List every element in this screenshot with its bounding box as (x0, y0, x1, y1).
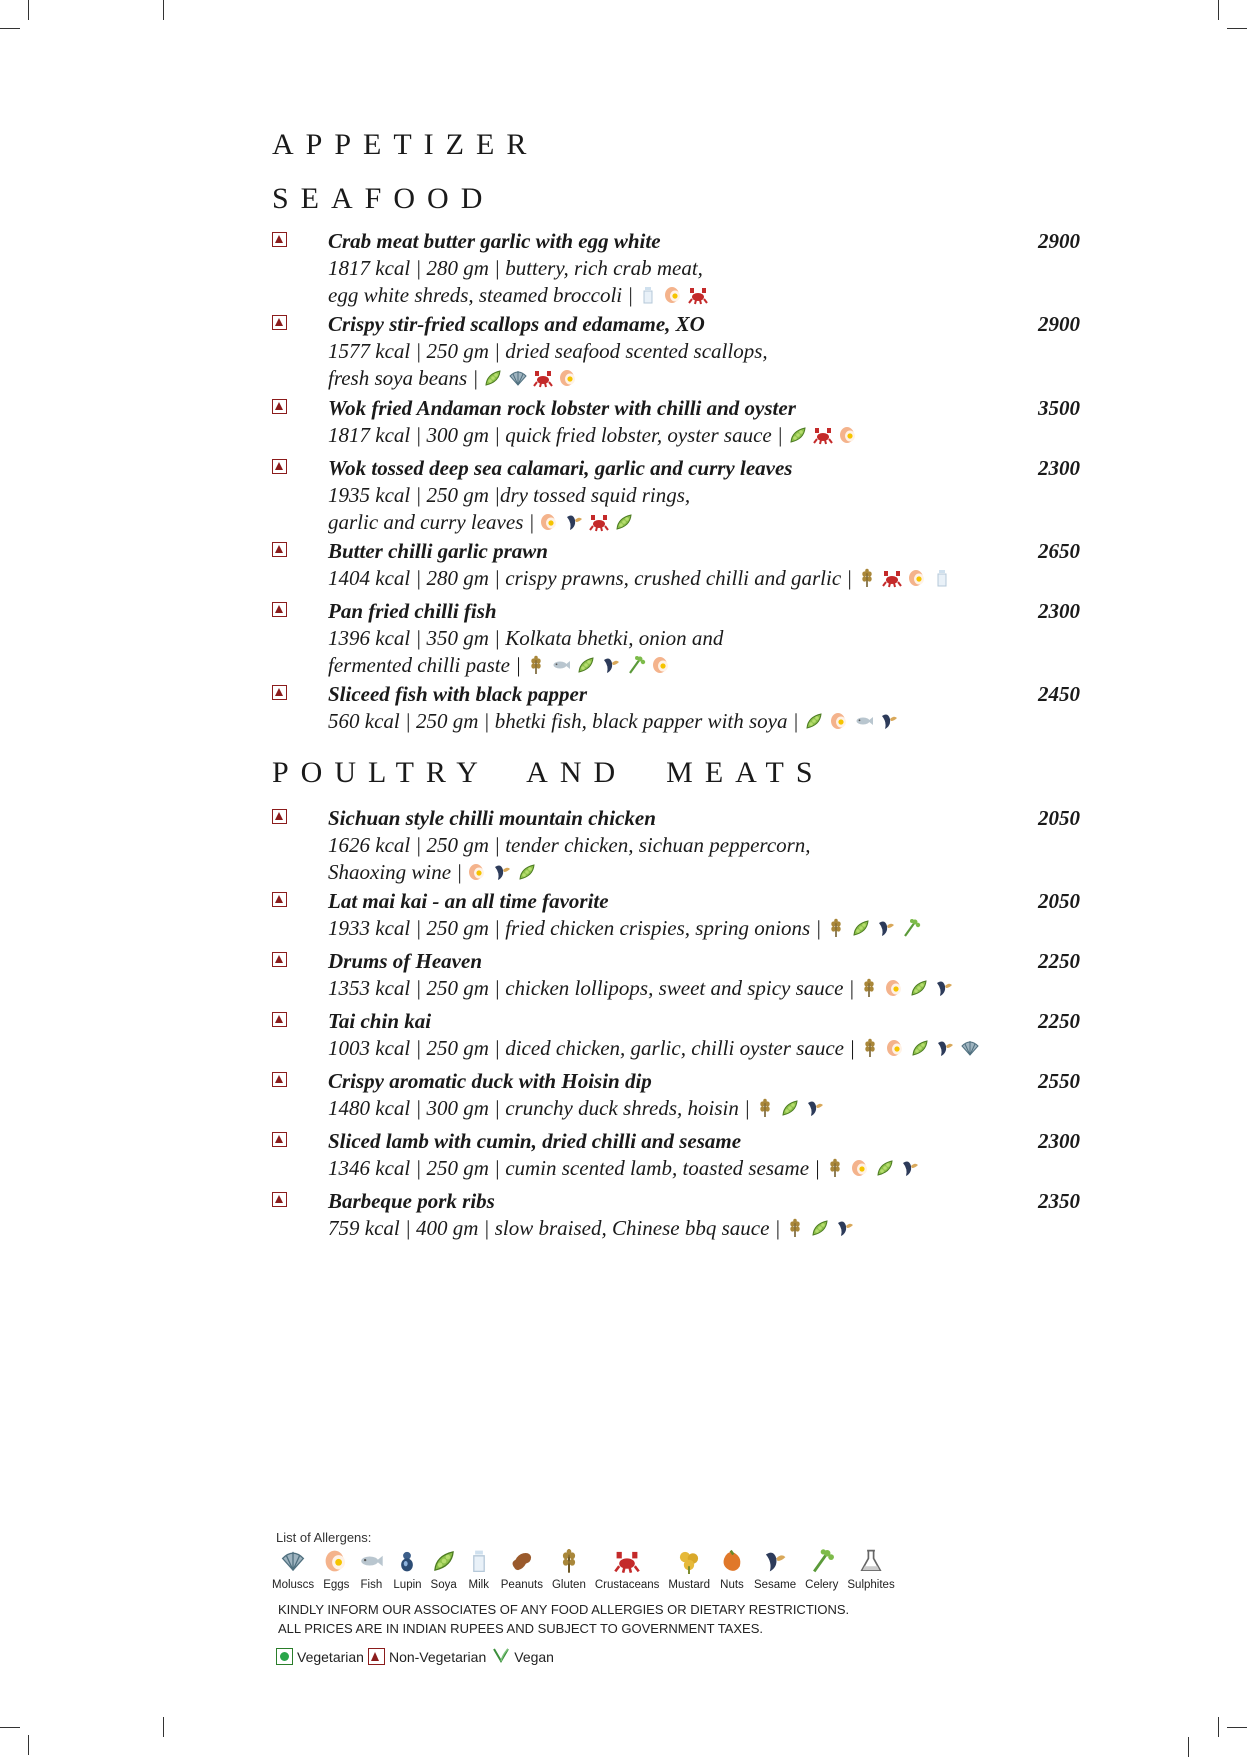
gluten-icon (755, 1098, 775, 1118)
item-description (328, 1215, 1048, 1242)
sesame-icon (762, 1548, 788, 1579)
soya-icon (804, 711, 824, 731)
description-text: 1404 kcal | 280 gm | crispy prawns, crushed chilli and garlic | (328, 566, 853, 590)
item-name: Crispy aromatic duck with Hoisin dip (328, 1069, 652, 1093)
fish-icon (854, 711, 874, 731)
item-description (328, 1035, 1048, 1062)
description-text: 1577 kcal | 250 gm | dried seafood scented scallops, (328, 339, 768, 363)
eggs-icon (838, 425, 858, 445)
allergen-label: Sesame (753, 1579, 797, 1591)
price-notice: ALL PRICES ARE IN INDIAN RUPEES AND SUBJECT TO GOVERNMENT TAXES. (278, 1621, 763, 1636)
allergen-list (272, 1548, 904, 1591)
description-text: fresh soya beans | (328, 365, 479, 390)
non-vegetarian-icon (272, 399, 287, 414)
gluten-icon (825, 1158, 845, 1178)
description-text: 1935 kcal | 250 gm |dry tossed squid rings, (328, 483, 691, 507)
description-line (328, 625, 1048, 652)
item-description (328, 708, 1048, 735)
description-text: fermented chilli paste | (328, 652, 521, 677)
non-vegetarian-icon (272, 952, 287, 967)
item-name: Butter chilli garlic prawn (328, 539, 548, 563)
allergen-nuts (719, 1548, 745, 1591)
allergen-label: Nuts (720, 1579, 744, 1591)
description-line (328, 482, 1048, 509)
soya-icon (910, 1038, 930, 1058)
gluten-icon (826, 918, 846, 938)
description-text: 1933 kcal | 250 gm | fried chicken crispies, spring onions | (328, 916, 822, 940)
sesame-icon (876, 918, 896, 938)
description-line (328, 832, 1048, 859)
item-name: Sliced lamb with cumin, dried chilli and sesame (328, 1129, 742, 1153)
eggs-icon (663, 285, 683, 305)
allergen-mustard (668, 1548, 710, 1591)
description-line (328, 1035, 1048, 1062)
non-vegetarian-icon (272, 809, 287, 824)
celery-icon (901, 918, 921, 938)
item-description (328, 915, 1048, 942)
eggs-icon (467, 862, 487, 882)
description-text: 759 kcal | 400 gm | slow braised, Chinese bbq sauce | (328, 1216, 781, 1240)
description-line (328, 1095, 1048, 1122)
vegan-icon (492, 1646, 510, 1667)
moluscs-icon (960, 1038, 980, 1058)
allergen-label: Eggs (323, 1579, 350, 1591)
milk-icon (932, 568, 952, 588)
milk-icon (638, 285, 658, 305)
description-text: 1396 kcal | 350 gm | Kolkata bhetki, onion and (328, 626, 724, 650)
item-name: Sliceed fish with black papper (328, 682, 587, 706)
item-name: Drums of Heaven (328, 949, 482, 973)
description-text: garlic and curry leaves | (328, 509, 535, 534)
eggs-icon (558, 368, 578, 388)
item-price: 2900 (1038, 229, 1080, 253)
soya-icon (576, 655, 596, 675)
item-description (328, 832, 1048, 885)
item-description (328, 482, 1048, 535)
sesame-icon (564, 512, 584, 532)
crustaceans-icon (688, 285, 708, 305)
crop-mark (1188, 1737, 1189, 1757)
legend-vegan: Vegan (514, 1648, 554, 1665)
item-price: 2650 (1038, 539, 1080, 563)
description-text: egg white shreds, steamed broccoli | (328, 282, 634, 307)
non-vegetarian-icon (272, 892, 287, 907)
sesame-icon (935, 1038, 955, 1058)
allergen-fish (358, 1548, 384, 1591)
item-name: Crab meat butter garlic with egg white (328, 229, 661, 253)
gluten-icon (526, 655, 546, 675)
mustard-icon (676, 1548, 702, 1579)
item-price: 2250 (1038, 1009, 1080, 1033)
allergen-label: Moluscs (272, 1579, 315, 1591)
crustaceans-icon (533, 368, 553, 388)
description-line (328, 365, 1048, 392)
description-line (328, 1215, 1048, 1242)
item-name: Wok fried Andaman rock lobster with chilli and oyster (328, 396, 796, 420)
description-text: 1817 kcal | 280 gm | buttery, rich crab meat, (328, 256, 703, 280)
soya-icon (483, 368, 503, 388)
eggs-icon (885, 1038, 905, 1058)
page-title: APPETIZER (272, 128, 539, 161)
item-description (328, 1095, 1048, 1122)
eggs-icon (884, 978, 904, 998)
description-text: 1626 kcal | 250 gm | tender chicken, sichuan peppercorn, (328, 833, 811, 857)
description-line (328, 282, 1048, 309)
eggs-icon (651, 655, 671, 675)
sesame-icon (805, 1098, 825, 1118)
moluscs-icon (280, 1548, 306, 1579)
soya-icon (788, 425, 808, 445)
section-heading: POULTRY AND MEATS (272, 756, 825, 789)
crop-mark (1218, 1717, 1219, 1737)
non-vegetarian-icon (272, 459, 287, 474)
description-line (328, 565, 1048, 592)
celery-icon (626, 655, 646, 675)
item-price: 2550 (1038, 1069, 1080, 1093)
item-name: Wok tossed deep sea calamari, garlic and curry leaves (328, 456, 793, 480)
description-line (328, 975, 1048, 1002)
soya-icon (431, 1548, 457, 1579)
allergen-gluten (552, 1548, 586, 1591)
sesame-icon (601, 655, 621, 675)
vegetarian-icon (276, 1648, 293, 1665)
description-line (328, 859, 1048, 886)
description-text: 560 kcal | 250 gm | bhetki fish, black papper with soya | (328, 709, 799, 733)
item-description (328, 565, 1048, 592)
legend-vegetarian: Vegetarian (297, 1648, 364, 1665)
soya-icon (875, 1158, 895, 1178)
non-vegetarian-icon (368, 1648, 385, 1665)
item-price: 2050 (1038, 806, 1080, 830)
sesame-icon (934, 978, 954, 998)
crustaceans-icon (813, 425, 833, 445)
item-price: 2350 (1038, 1189, 1080, 1213)
allergen-label: Crustaceans (594, 1579, 660, 1591)
sesame-icon (879, 711, 899, 731)
description-text: 1480 kcal | 300 gm | crunchy duck shreds, hoisin | (328, 1096, 750, 1120)
soya-icon (851, 918, 871, 938)
description-text: 1353 kcal | 250 gm | chicken lollipops, sweet and spicy sauce | (328, 976, 855, 1000)
sesame-icon (835, 1218, 855, 1238)
allergen-list-title: List of Allergens: (276, 1530, 372, 1545)
non-vegetarian-icon (272, 542, 287, 557)
item-name: Lat mai kai - an all time favorite (328, 889, 609, 913)
item-description (328, 255, 1048, 308)
allergen-lupin (393, 1548, 421, 1591)
allergen-label: Celery (805, 1579, 839, 1591)
allergen-celery (805, 1548, 838, 1591)
description-line (328, 509, 1048, 536)
allergen-label: Milk (468, 1579, 489, 1591)
item-name: Sichuan style chilli mountain chicken (328, 806, 656, 830)
eggs-icon (539, 512, 559, 532)
item-price: 2050 (1038, 889, 1080, 913)
legend-non-vegetarian: Non-Vegetarian (388, 1648, 487, 1665)
item-description (328, 975, 1048, 1002)
crop-mark (163, 0, 164, 20)
gluten-icon (857, 568, 877, 588)
non-vegetarian-icon (272, 232, 287, 247)
item-price: 2900 (1038, 312, 1080, 336)
crustaceans-icon (589, 512, 609, 532)
sesame-icon (900, 1158, 920, 1178)
item-price: 3500 (1038, 396, 1080, 420)
allergen-moluscs (272, 1548, 314, 1591)
milk-icon (466, 1548, 492, 1579)
crustaceans-icon (882, 568, 902, 588)
diet-legend (276, 1646, 554, 1667)
item-name: Tai chin kai (328, 1009, 432, 1033)
non-vegetarian-icon (272, 315, 287, 330)
lupin-icon (394, 1548, 420, 1579)
item-price: 2250 (1038, 949, 1080, 973)
crop-mark (28, 1735, 29, 1755)
description-line (328, 915, 1048, 942)
allergen-peanuts (501, 1548, 543, 1591)
crop-mark (0, 1727, 20, 1728)
item-description (328, 422, 1048, 449)
allergy-notice: KINDLY INFORM OUR ASSOCIATES OF ANY FOOD ALLERGIES OR DIETARY RESTRICTIONS. (278, 1602, 850, 1617)
eggs-icon (323, 1548, 349, 1579)
item-price: 2450 (1038, 682, 1080, 706)
eggs-icon (829, 711, 849, 731)
non-vegetarian-icon (272, 1132, 287, 1147)
allergen-label: Mustard (668, 1579, 710, 1591)
description-line (328, 708, 1048, 735)
allergen-label: Gluten (551, 1579, 586, 1591)
eggs-icon (907, 568, 927, 588)
allergen-soya (431, 1548, 457, 1591)
gluten-icon (785, 1218, 805, 1238)
non-vegetarian-icon (272, 1012, 287, 1027)
fish-icon (358, 1548, 384, 1579)
allergen-label: Fish (360, 1579, 383, 1591)
non-vegetarian-icon (272, 685, 287, 700)
soya-icon (614, 512, 634, 532)
non-vegetarian-icon (272, 1072, 287, 1087)
peanuts-icon (509, 1548, 535, 1579)
item-description (328, 338, 1048, 391)
description-text: 1003 kcal | 250 gm | diced chicken, garlic, chilli oyster sauce | (328, 1036, 856, 1060)
allergen-crustaceans (595, 1548, 660, 1591)
description-text: 1817 kcal | 300 gm | quick fried lobster, oyster sauce | (328, 423, 783, 447)
gluten-icon (860, 1038, 880, 1058)
crustaceans-icon (614, 1548, 640, 1579)
description-line (328, 652, 1048, 679)
crop-mark (163, 1717, 164, 1737)
non-vegetarian-icon (272, 1192, 287, 1207)
crop-mark (1218, 0, 1219, 20)
item-price: 2300 (1038, 456, 1080, 480)
crop-mark (1227, 1727, 1247, 1728)
description-text: Shaoxing wine | (328, 859, 463, 884)
fish-icon (551, 655, 571, 675)
celery-icon (809, 1548, 835, 1579)
eggs-icon (850, 1158, 870, 1178)
allergen-label: Lupin (393, 1579, 422, 1591)
gluten-icon (859, 978, 879, 998)
item-name: Crispy stir-fried scallops and edamame, XO (328, 312, 705, 336)
item-price: 2300 (1038, 1129, 1080, 1153)
crop-mark (28, 0, 29, 20)
nuts-icon (719, 1548, 745, 1579)
soya-icon (810, 1218, 830, 1238)
description-line (328, 422, 1048, 449)
sesame-icon (492, 862, 512, 882)
item-description (328, 1155, 1048, 1182)
description-line (328, 338, 1048, 365)
item-name: Barbeque pork ribs (328, 1189, 495, 1213)
description-text: 1346 kcal | 250 gm | cumin scented lamb, toasted sesame | (328, 1156, 821, 1180)
allergen-sulphites (847, 1548, 894, 1591)
moluscs-icon (508, 368, 528, 388)
item-description (328, 625, 1048, 678)
sulphites-icon (858, 1548, 884, 1579)
crop-mark (1227, 28, 1247, 29)
soya-icon (780, 1098, 800, 1118)
allergen-label: Peanuts (500, 1579, 543, 1591)
soya-icon (909, 978, 929, 998)
soya-icon (517, 862, 537, 882)
allergen-label: Soya (430, 1579, 457, 1591)
allergen-milk (466, 1548, 492, 1591)
allergen-sesame (754, 1548, 796, 1591)
item-price: 2300 (1038, 599, 1080, 623)
item-name: Pan fried chilli fish (328, 599, 497, 623)
crop-mark (0, 28, 20, 29)
description-line (328, 255, 1048, 282)
non-vegetarian-icon (272, 602, 287, 617)
allergen-label: Sulphites (847, 1579, 895, 1591)
allergen-eggs (323, 1548, 349, 1591)
description-line (328, 1155, 1048, 1182)
gluten-icon (556, 1548, 582, 1579)
section-heading: SEAFOOD (272, 182, 495, 215)
